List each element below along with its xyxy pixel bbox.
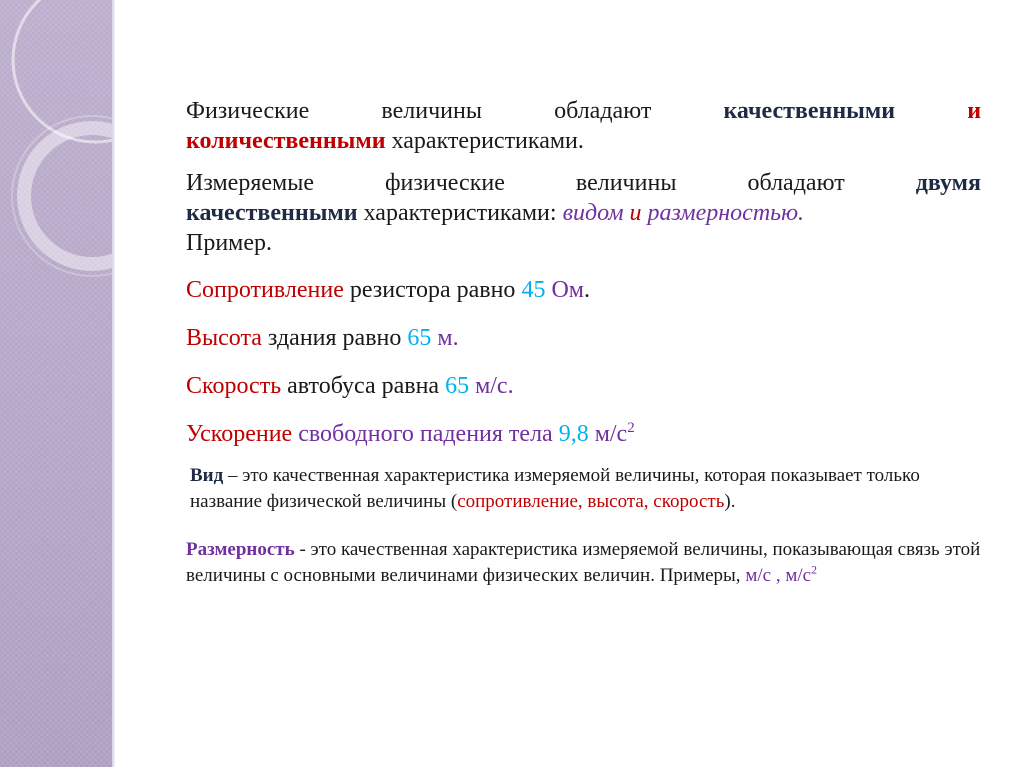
example-value: 65: [445, 373, 470, 399]
paragraph-measured: [186, 168, 981, 258]
dimension-example-1: м/с: [745, 565, 772, 586]
sidebar-divider: [112, 0, 115, 767]
dimension-example-2: $м/с^2$: [785, 563, 817, 586]
example-height: Высота здания равно 65 м.: [186, 325, 459, 351]
emphasis-and: и: [967, 98, 982, 124]
paragraph-quantities-line-2: количественными характеристиками.: [186, 128, 584, 154]
emphasis-quantitative: количественными: [186, 128, 386, 154]
slide-content: [186, 96, 981, 589]
emphasis-two: двумя: [915, 170, 982, 196]
example-value: 65: [407, 325, 432, 351]
example-term: Ускорение: [186, 421, 293, 447]
example-term: Высота: [186, 325, 262, 351]
example-unit: м/с.: [469, 373, 514, 399]
term-kind: видом: [556, 200, 624, 226]
term-and: и: [623, 200, 642, 226]
definition-dimension: Размерность - это качественная характеристика измеряемой величины, показывающая связь этой величины с основными величинами физических величин. Примеры, м/с , $м/с^2$: [186, 539, 981, 586]
example-value: 9,8: [558, 421, 589, 447]
definition-term: Вид: [190, 465, 224, 486]
emphasis-qualitative-2: качественными: [186, 200, 358, 226]
paragraph-quantities: [186, 96, 981, 156]
term-dimension: размерностью.: [641, 200, 804, 226]
example-heading: Пример.: [186, 230, 273, 256]
definition-examples: сопротивление, высота, скорость: [457, 491, 725, 512]
decorative-sidebar: [0, 0, 112, 767]
paragraph-measured-line-2: качественными характеристиками: видом и размерностью.: [186, 200, 804, 226]
example-unit: м.: [431, 325, 459, 351]
example-unit: Ом: [545, 277, 584, 303]
example-term: Сопротивление: [186, 277, 344, 303]
example-term: Скорость: [186, 373, 282, 399]
example-speed: Скорость автобуса равна 65 м/с.: [186, 373, 514, 399]
sidebar-circles-decoration: [0, 0, 112, 767]
paragraph-quantities-line-1: Физические величины обладают качественными и: [186, 98, 982, 124]
definition-kind: Вид – это качественная характеристика измеряемой величины, которая показывает только название физической величины (сопротивление, высота, скорость).: [190, 465, 920, 512]
emphasis-qualitative: качественными: [723, 98, 896, 124]
example-acceleration: Ускорение свободного падения тела 9,8 $м/с^2$: [186, 420, 635, 447]
example-unit: $м/с^2$: [588, 420, 635, 447]
example-value: 45: [521, 277, 546, 303]
definition-term: Размерность: [186, 539, 295, 560]
example-resistance: Сопротивление резистора равно 45 Ом.: [186, 277, 590, 303]
paragraph-measured-line-1: Измеряемые физические величины обладают двумя: [186, 170, 982, 196]
